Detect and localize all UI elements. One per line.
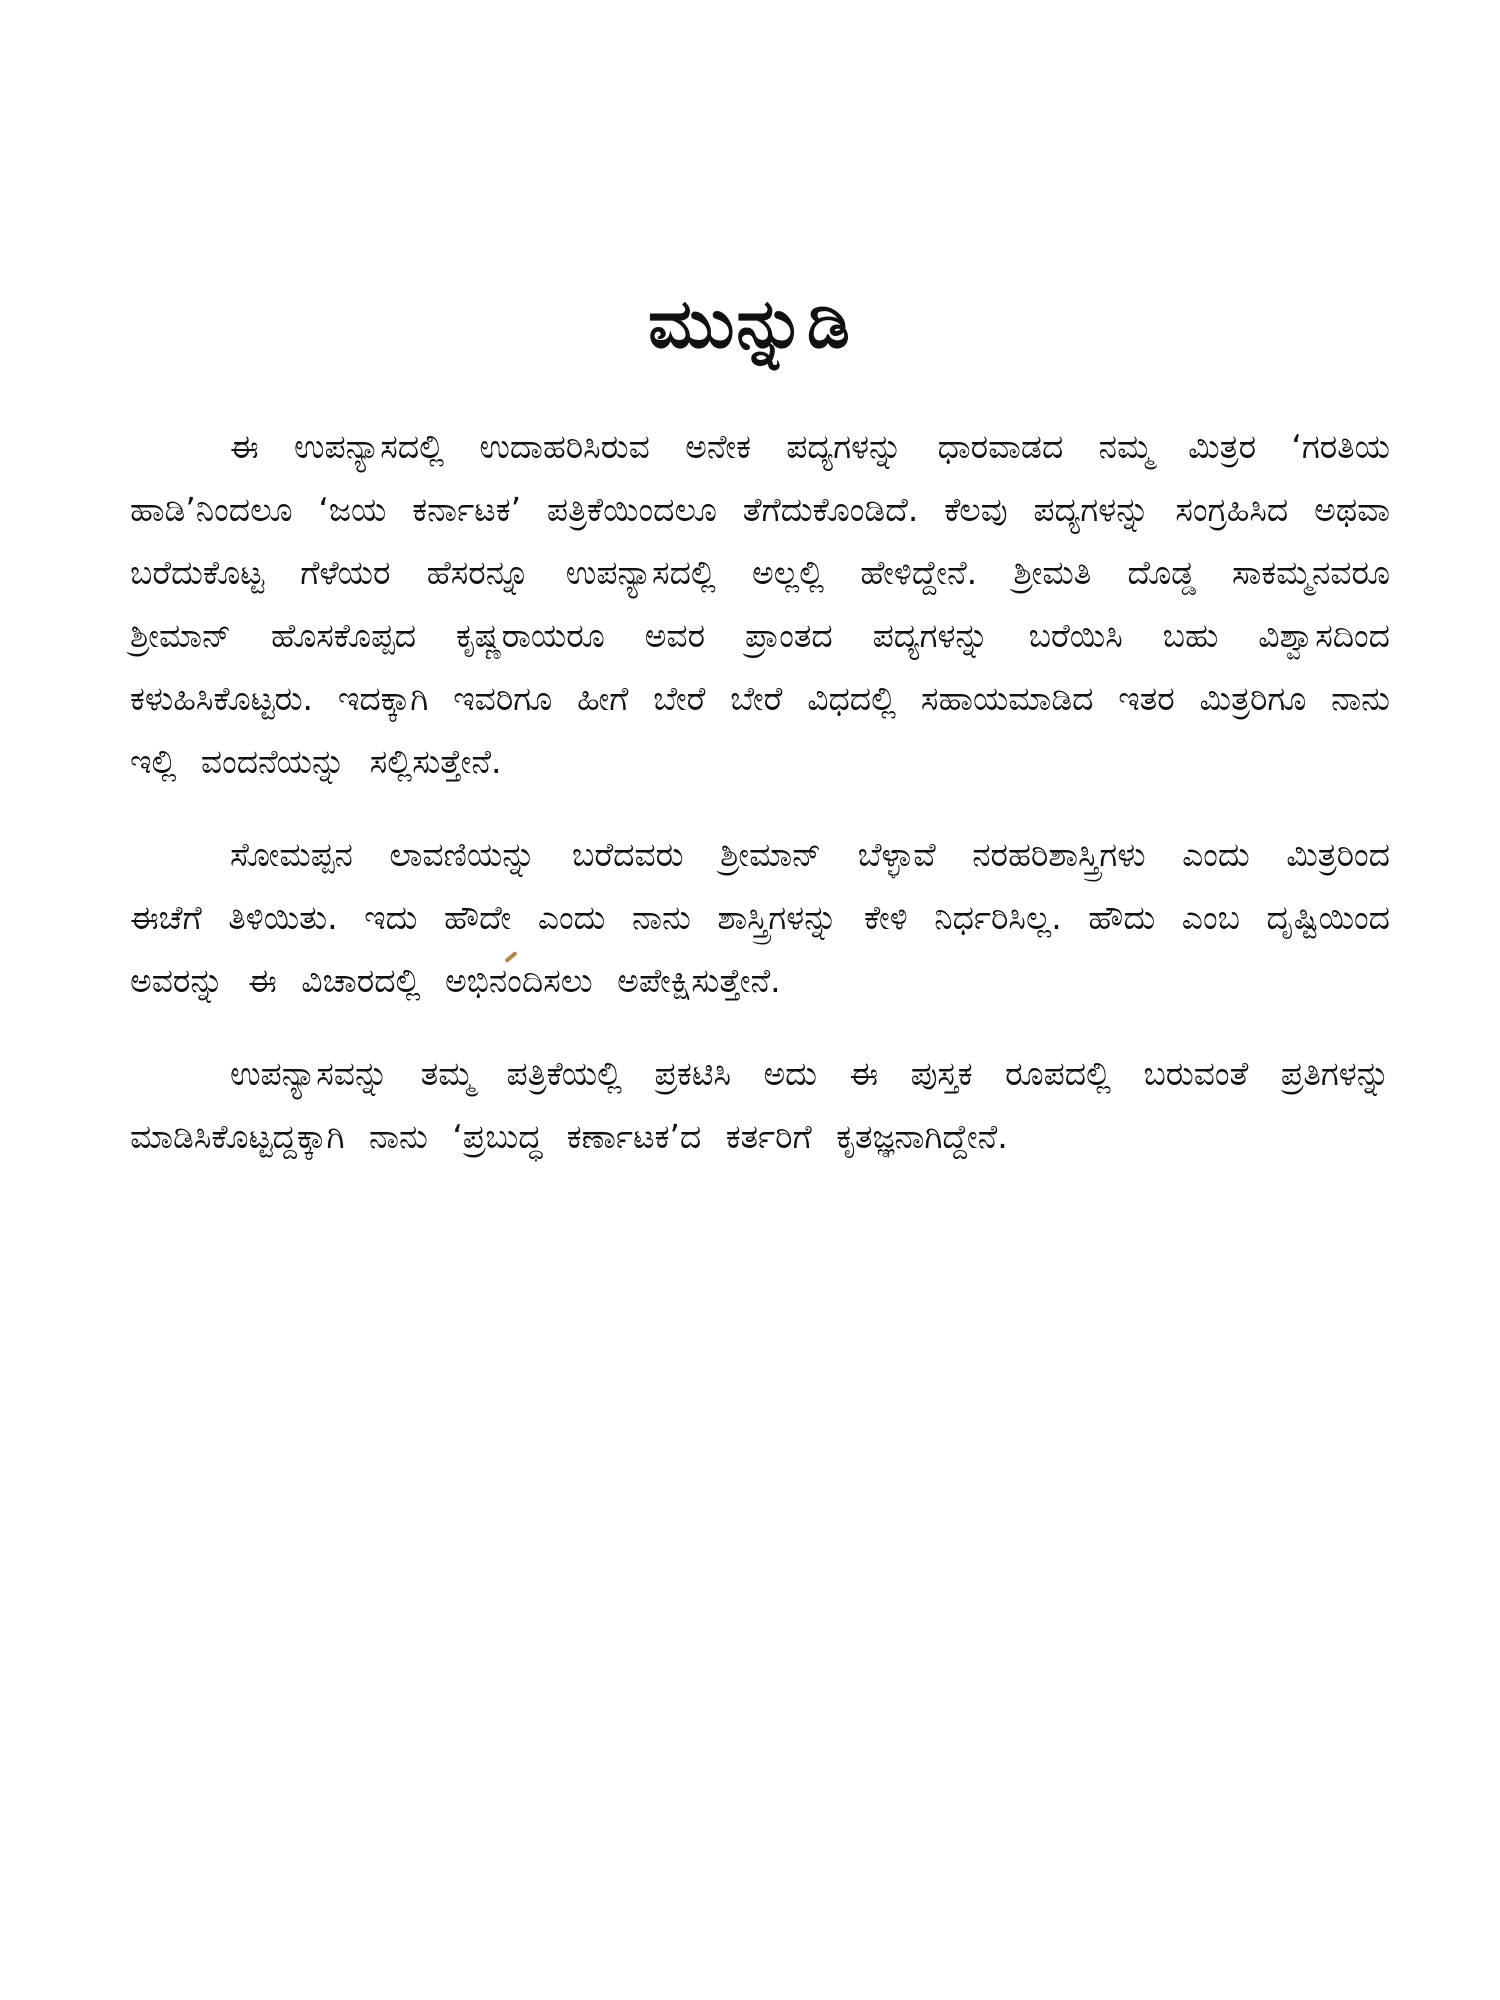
page-title: ಮುನ್ನುಡಿ xyxy=(648,285,852,364)
preface-body xyxy=(130,415,1390,1198)
paragraph-1: ಈ ಉಪನ್ಯಾಸದಲ್ಲಿ ಉದಾಹರಿಸಿರುವ ಅನೇಕ ಪದ್ಯಗಳನ್ನು ಧಾರವಾಡದ ನಮ್ಮ ಮಿತ್ರರ ‘ಗರತಿಯ ಹಾಡಿ’ನಿಂದಲೂ ‘ಜಯ ಕರ್ನಾಟಕ’ ಪತ್ರಿಕೆಯಿಂದಲೂ ತೆಗೆದುಕೊಂಡಿದೆ. ಕೆಲವು ಪದ್ಯಗಳನ್ನು ಸಂಗ್ರಹಿಸಿದ ಅಥವಾ ಬರೆದುಕೊಟ್ಟ ಗೆಳೆಯರ ಹೆಸರನ್ನೂ ಉಪನ್ಯಾಸದಲ್ಲಿ ಅಲ್ಲಲ್ಲಿ ಹೇಳಿದ್ದೇನೆ. ಶ್ರೀಮತಿ ದೊಡ್ಡ ಸಾಕಮ್ಮನವರೂ ಶ್ರೀಮಾನ್ ಹೊಸಕೊಪ್ಪದ ಕೃಷ್ಣರಾಯರೂ ಅವರ ಪ್ರಾಂತದ ಪದ್ಯಗಳನ್ನು ಬರೆಯಿಸಿ ಬಹು ವಿಶ್ವಾಸದಿಂದ ಕಳುಹಿಸಿಕೊಟ್ಟರು. ಇದಕ್ಕಾಗಿ ಇವರಿಗೂ ಹೀಗೆ ಬೇರೆ ಬೇರೆ ವಿಧದಲ್ಲಿ ಸಹಾಯಮಾಡಿದ ಇತರ ಮಿತ್ರರಿಗೂ ನಾನು ಇಲ್ಲಿ ವಂದನೆಯನ್ನು ಸಲ್ಲಿಸುತ್ತೇನೆ. xyxy=(130,427,1390,781)
paragraph-2: ಸೋಮಪ್ಪನ ಲಾವಣಿಯನ್ನು ಬರೆದವರು ಶ್ರೀಮಾನ್ ಬೆಳ್ಳಾವೆ ನರಹರಿಶಾಸ್ತ್ರಿಗಳು ಎಂದು ಮಿತ್ರರಿಂದ ಈಚೆಗೆ ತಿಳಿಯಿತು. ಇದು ಹೌದೇ ಎಂದು ನಾನು ಶಾಸ್ತ್ರಿಗಳನ್ನು ಕೇಳಿ ನಿರ್ಧರಿಸಿಲ್ಲ. ಹೌದು ಎಂಬ ದೃಷ್ಟಿಯಿಂದ ಅವರನ್ನು ಈ ವಿಚಾರದಲ್ಲಿ ಅಭಿನಂದಿಸಲು ಅಪೇಕ್ಷಿಸುತ್ತೇನೆ. xyxy=(130,835,1390,1000)
paragraph-3: ಉಪನ್ಯಾಸವನ್ನು ತಮ್ಮ ಪತ್ರಿಕೆಯಲ್ಲಿ ಪ್ರಕಟಿಸಿ ಅದು ಈ ಪುಸ್ತಕ ರೂಪದಲ್ಲಿ ಬರುವಂತೆ ಪ್ರತಿಗಳನ್ನು ಮಾಡಿಸಿಕೊಟ್ಟದ್ದಕ್ಕಾಗಿ ನಾನು ‘ಪ್ರಬುದ್ಧ ಕರ್ಣಾಟಕ’ದ ಕರ್ತರಿಗೆ ಕೃತಜ್ಞನಾಗಿದ್ದೇನೆ. xyxy=(130,1054,1390,1156)
